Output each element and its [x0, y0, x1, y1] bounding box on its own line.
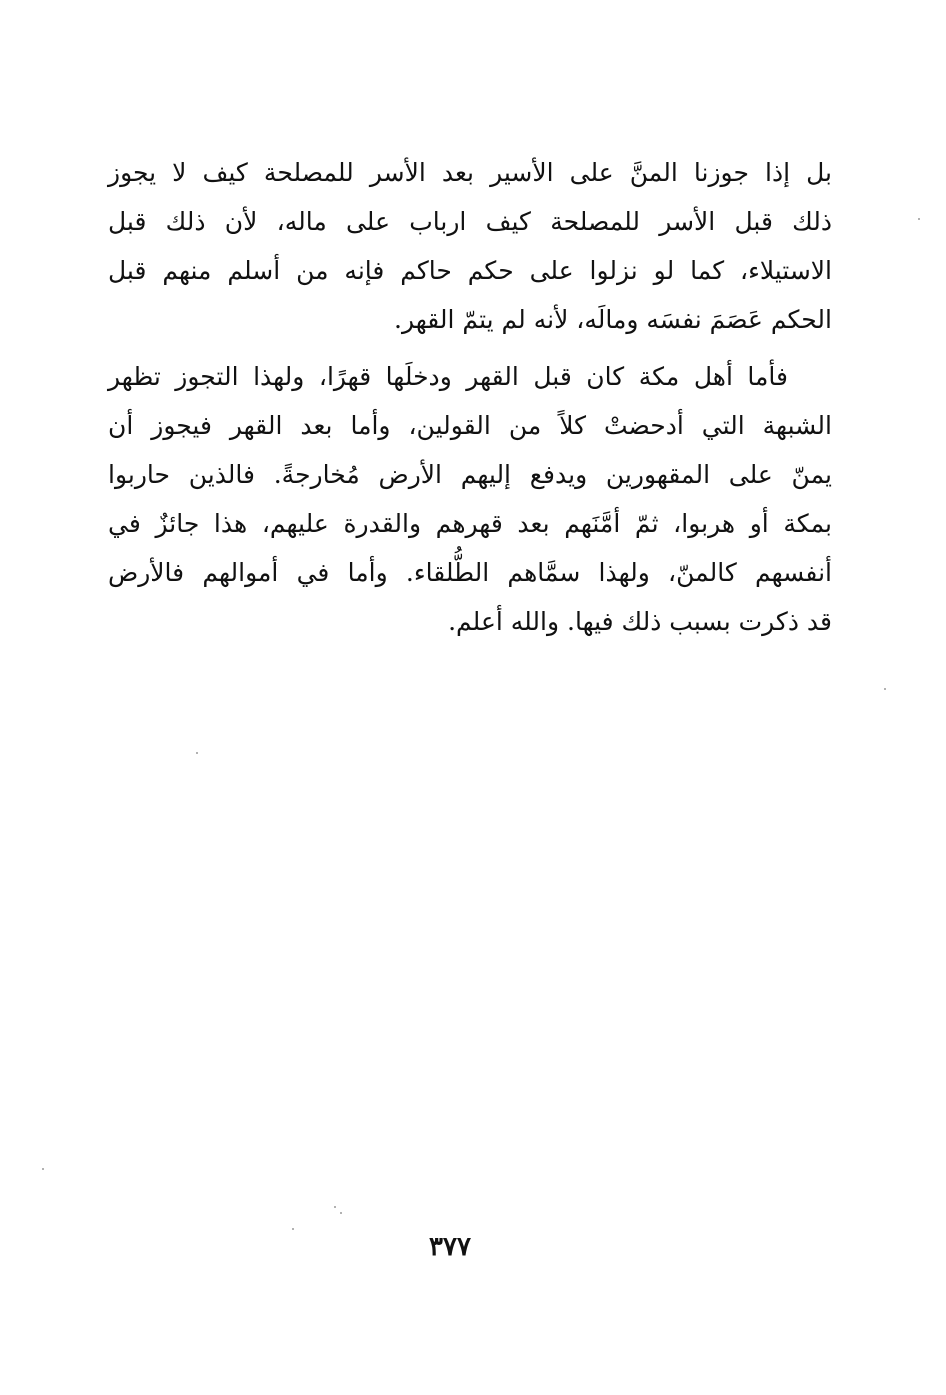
paragraph-2 [108, 352, 832, 646]
text-line: فأما أهل مكة كان قبل القهر ودخلَها قهرًا، ولهذا التجوز تظهر [108, 362, 788, 391]
text-line: بل إذا جوزنا المنَّ على الأسير بعد الأسر للمصلحة كيف لا يجوز [108, 158, 832, 187]
scan-speck [340, 1212, 342, 1214]
text-line: الشبهة التي أدحضتْ كلاً من القولين، وأما بعد القهر فيجوز أن [108, 411, 832, 440]
scan-speck [334, 1206, 336, 1208]
text-line: قد ذكرت بسبب ذلك فيها. والله أعلم. [448, 607, 832, 636]
text-line: يمنّ على المقهورين ويدفع إليهم الأرض مُخارجةً. فالذين حاربوا [108, 460, 832, 489]
page-number: ٣٧٧ [429, 1232, 471, 1262]
scan-speck [42, 1168, 44, 1170]
scan-speck [292, 1228, 294, 1230]
text-line: الحكم عَصَمَ نفسَه ومالَه، لأنه لم يتمّ القهر. [394, 305, 832, 334]
scan-speck [884, 688, 886, 690]
text-line: الاستيلاء، كما لو نزلوا على حكم حاكم فإنه من أسلم منهم قبل [108, 256, 832, 285]
text-line: بمكة أو هربوا، ثمّ أمَّنَهم بعد قهرهم والقدرة عليهم، هذا جائزٌ في [108, 509, 832, 538]
text-line: ذلك قبل الأسر للمصلحة كيف ارباب على ماله، لأن ذلك قبل [108, 207, 832, 236]
scan-speck [918, 218, 920, 220]
paragraph-1 [108, 148, 832, 344]
text-line: أنفسهم كالمنّ، ولهذا سمَّاهم الطُّلقاء. وأما في أموالهم فالأرض [108, 558, 832, 587]
body-text [108, 148, 832, 654]
scan-speck [196, 752, 198, 754]
